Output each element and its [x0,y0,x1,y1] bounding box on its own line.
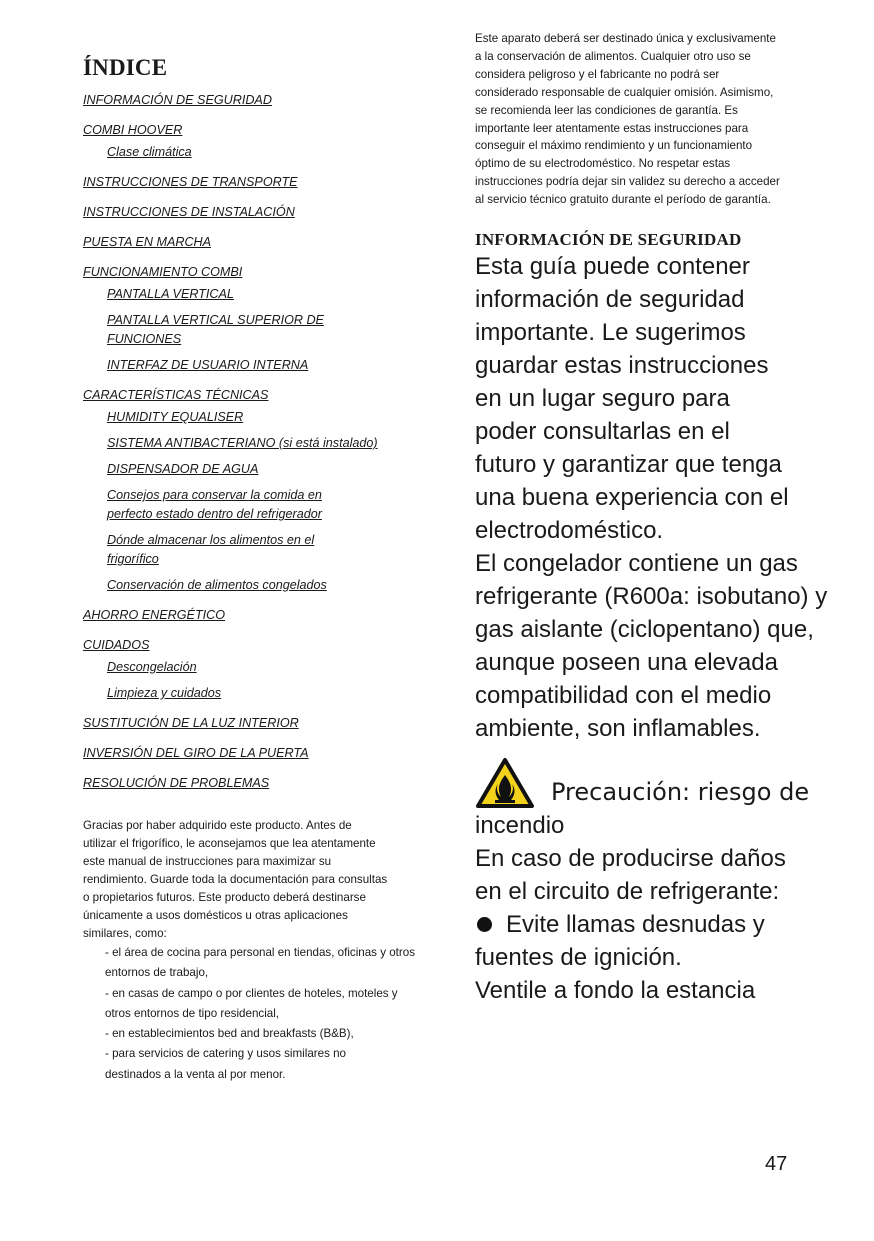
toc-item[interactable]: SUSTITUCIÓN DE LA LUZ INTERIOR [83,716,299,730]
toc-subitem[interactable]: Descongelación [107,660,197,674]
fire-warning [475,757,835,809]
toc-item[interactable]: INSTRUCCIONES DE TRANSPORTE [83,175,298,189]
toc-item[interactable]: COMBI HOOVER [83,123,183,137]
toc-item[interactable]: FUNCIONAMIENTO COMBI [83,265,243,279]
toc-subitem[interactable]: PANTALLA VERTICAL [107,287,234,301]
safety-paragraph-2: El congelador contiene un gas refrigerante (R600a: isobutano) y gas aislante (ciclopentano) que, aunque poseen una elevada compatibilidad con el medio ambiente, son inflamables. [475,550,828,743]
intro-section [83,817,423,1085]
toc-subitem[interactable]: DISPENSADOR DE AGUA [107,462,259,476]
toc-item[interactable]: RESOLUCIÓN DE PROBLEMAS [83,776,270,790]
toc-subitem[interactable]: Consejos para conservar la comida en perfecto estado dentro del refrigerador [107,488,322,521]
safety-title: INFORMACIÓN DE SEGURIDAD [475,230,742,250]
toc-subitem[interactable]: Clase climática [107,145,192,159]
toc-subitem[interactable]: PANTALLA VERTICAL SUPERIOR DE FUNCIONES [107,313,324,346]
toc-item[interactable]: INSTRUCCIONES DE INSTALACIÓN [83,205,295,219]
usage-item: - en casas de campo o por clientes de hoteles, moteles y otros entornos de tipo residencial, [105,986,398,1020]
right-column [475,30,835,1007]
toc-subitem[interactable]: SISTEMA ANTIBACTERIANO (si está instalado) [107,436,378,450]
toc-subitem[interactable]: HUMIDITY EQUALISER [107,410,244,424]
ventilate-text: Ventile a fondo la estancia [475,977,756,1005]
toc-subitem[interactable]: INTERFAZ DE USUARIO INTERNA [107,358,309,372]
usage-item: - el área de cocina para personal en tiendas, oficinas y otros entornos de trabajo, [105,946,415,980]
fire-warning-continuation: incendio [475,812,565,840]
safety-paragraph-1: Esta guía puede contener información de seguridad importante. Le sugerimos guardar estas instrucciones en un lugar seguro para poder consultarlas en el futuro y garantizar que tenga una buena experiencia con el electrodoméstico. [475,253,789,545]
toc-item[interactable]: INVERSIÓN DEL GIRO DE LA PUERTA [83,746,309,760]
toc-list [83,91,423,793]
usage-note: Este aparato deberá ser destinado única y exclusivamente a la conservación de alimentos. Cualquier otro uso se considera peligroso y el fabricante no podrá ser considerado responsable de cualquier omisión. Asimismo, se recomienda leer las condiciones de garantía. Es importante leer atentamente estas instrucciones para conseguir el máximo rendimiento y un funcionamiento óptimo de su electrodoméstico. No respetar estas instrucciones podría dejar sin validez su derecho a acceder al servicio técnico gratuito durante el período de garantía. [475,32,780,207]
ignition-bullet [475,908,835,941]
toc-subitem[interactable]: Dónde almacenar los alimentos en el frigorífico [107,533,315,566]
fire-warning-icon [475,757,535,809]
intro-paragraph: Gracias por haber adquirido este producto. Antes de utilizar el frigorífico, le aconsejamos que lea atentamente este manual de instrucciones para maximizar su rendimiento. Guarde toda la documentación para consultas o propietarios futuros. Este producto deberá destinarse únicamente a usos domésticos u otras aplicaciones similares, como: [83,819,388,940]
ignition-bullet-first-line: Evite llamas desnudas y [506,911,765,939]
fire-warning-first-line: Precaución: riesgo de [551,778,810,807]
toc-title: ÍNDICE [83,55,168,80]
toc-item[interactable]: CUIDADOS [83,638,150,652]
toc-subitem[interactable]: Conservación de alimentos congelados [107,578,327,592]
usage-item: - para servicios de catering y usos similares no destinados a la venta al por menor. [105,1047,346,1081]
bullet-dot-icon [477,917,492,932]
toc-subitem[interactable]: Limpieza y cuidados [107,686,222,700]
left-column [83,40,423,1085]
toc-item[interactable]: INFORMACIÓN DE SEGURIDAD [83,93,272,107]
refrigerant-damage-text: En caso de producirse daños en el circuito de refrigerante: [475,845,786,906]
toc-item[interactable]: AHORRO ENERGÉTICO [83,608,226,622]
toc-item[interactable]: PUESTA EN MARCHA [83,235,212,249]
usage-list [83,943,423,1085]
ignition-bullet-continuation: fuentes de ignición. [475,944,682,972]
toc-item[interactable]: CARACTERÍSTICAS TÉCNICAS [83,388,269,402]
page-number: 47 [765,1153,788,1175]
usage-item: - en establecimientos bed and breakfasts (B&B), [105,1027,354,1041]
